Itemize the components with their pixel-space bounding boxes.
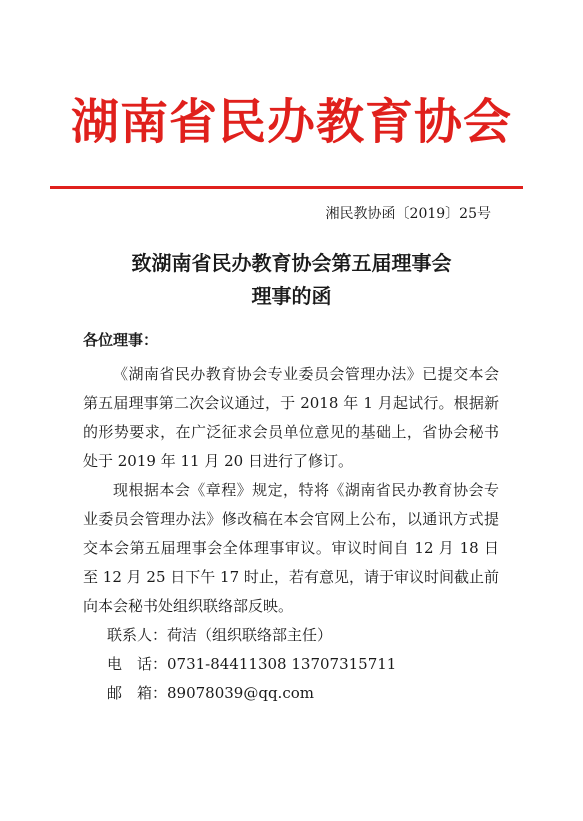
contact-phone: 电 话：0731-84411308 13707315711	[107, 655, 397, 673]
letter-body	[83, 360, 499, 708]
red-divider-line	[50, 186, 523, 189]
letter-title-line-1: 致湖南省民办教育协会第五届理事会	[131, 251, 452, 275]
paragraph-2: 现根据本会《章程》规定，特将《湖南省民办教育协会专业委员会管理办法》修改稿在本会官网上公布，以通讯方式提交本会第五届理事会全体理事审议。审议时间自 12 月 18 日至 12 月 25 日下午 17 时止，若有意见，请于审议时间截止前向本会秘书处组织联络部反映。	[83, 481, 499, 615]
org-masthead: 湖南省民办教育协会	[70, 94, 512, 150]
letter-title-line-2: 理事的函	[251, 284, 332, 308]
contact-person: 联系人：荷洁（组织联络部主任）	[107, 626, 333, 644]
document-number: 湘民教协函〔2019〕25号	[325, 206, 491, 222]
salutation: 各位理事：	[83, 331, 159, 349]
contact-email: 邮 箱：89078039@qq.com	[107, 684, 314, 702]
paragraph-1: 《湖南省民办教育协会专业委员会管理办法》已提交本会第五届理事第二次会议通过，于 2018 年 1 月起试行。根据新的形势要求，在广泛征求会员单位意见的基础上，省协会秘书处于 2019 年 11 月 20 日进行了修订。	[83, 365, 499, 470]
